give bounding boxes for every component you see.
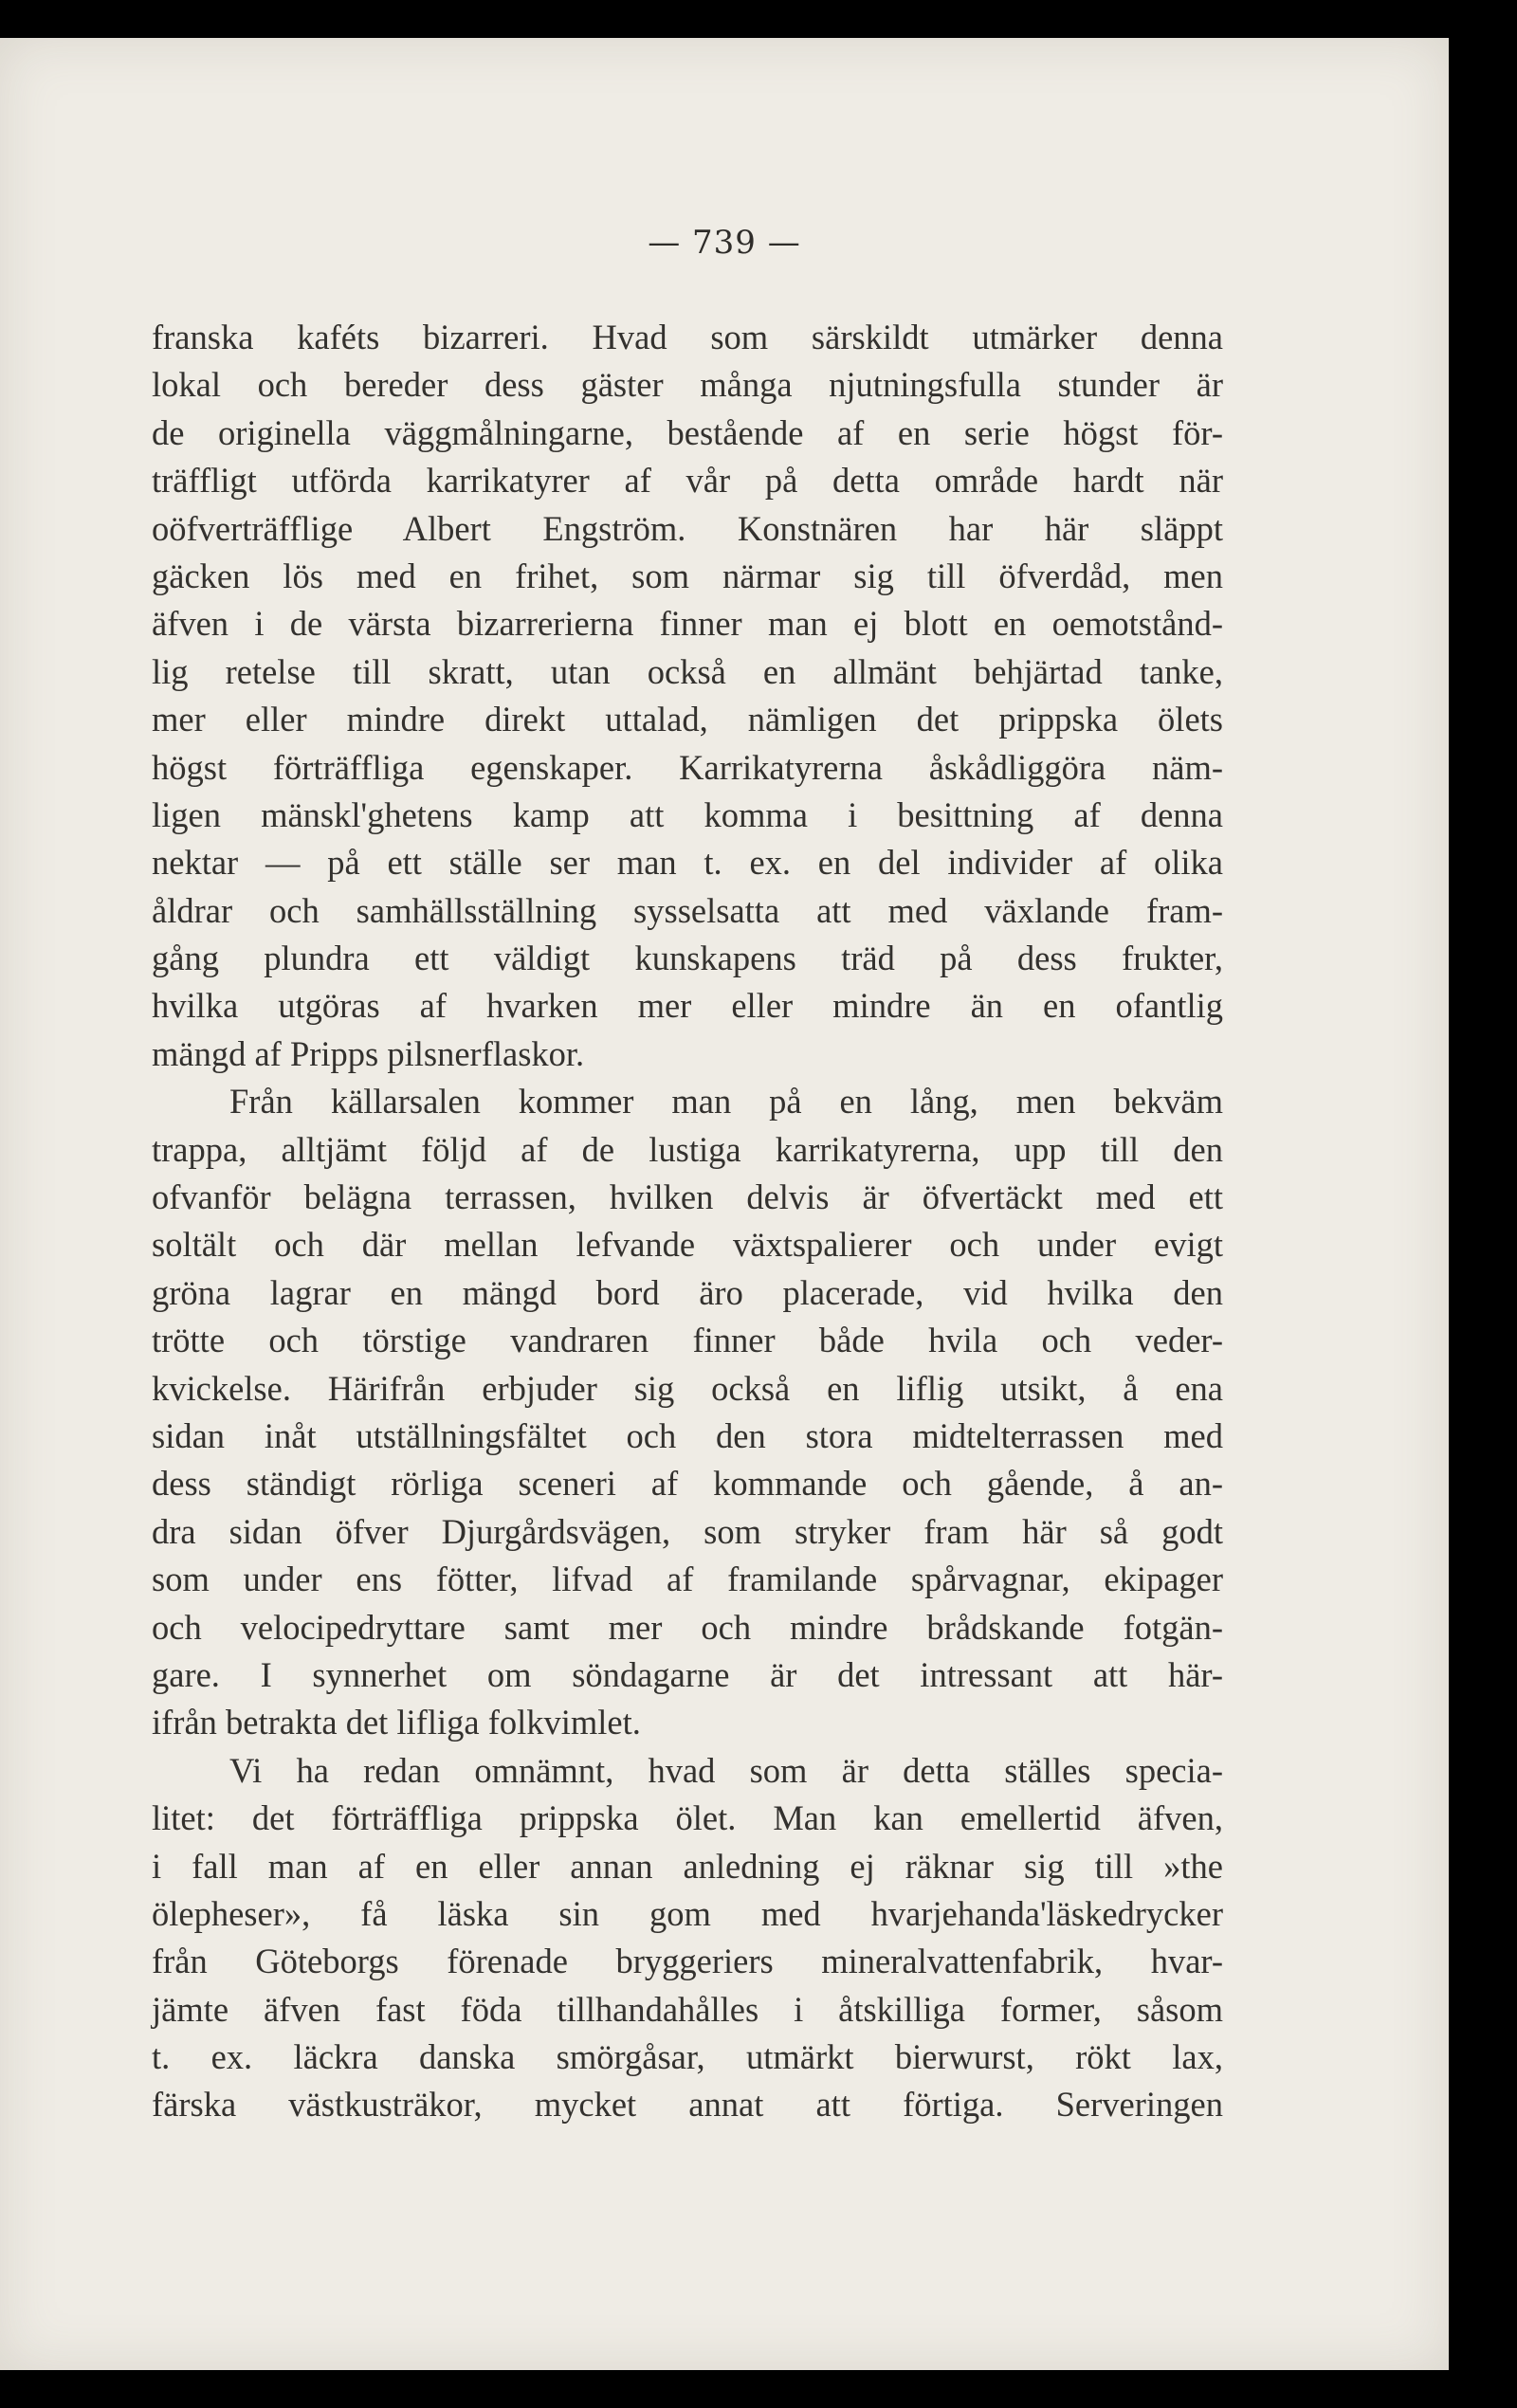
text-line: och velocipedryttare samt mer och mindre brådskande fotgän- (152, 1607, 1223, 1647)
text-line: ligen mänskl'ghetens kamp att komma i besittning af denna (152, 794, 1223, 834)
text-line: gäcken lös med en frihet, som närmar sig till öfverdåd, men (152, 556, 1223, 595)
text-line: hvilka utgöras af hvarken mer eller mindre än en ofantlig (152, 986, 1223, 1026)
text-line: dra sidan öfver Djurgårdsvägen, som stryker fram här så godt (152, 1511, 1223, 1551)
text-line: t. ex. läckra danska smörgåsar, utmärkt bierwurst, rökt lax, (152, 2037, 1223, 2077)
text-line: som under ens fötter, lifvad af framilande spårvagnar, ekipager (152, 1560, 1223, 1599)
text-line: från Göteborgs förenade bryggeriers mineralvattenfabrik, hvar- (152, 1942, 1223, 1981)
text-line: kvickelse. Härifrån erbjuder sig också en liflig utsikt, å ena (152, 1368, 1223, 1408)
text-line: sidan inåt utställningsfältet och den stora midtelterrassen med (152, 1415, 1223, 1455)
text-line: åldrar och samhällsställning sysselsatta att med växlande fram- (152, 890, 1223, 930)
text-line: mer eller mindre direkt uttalad, nämligen det prippska ölets (152, 700, 1223, 739)
text-line: nektar — på ett ställe ser man t. ex. en del individer af olika (152, 843, 1223, 883)
text-line: litet: det förträffliga prippska ölet. Man kan emellertid äfven, (152, 1798, 1223, 1838)
text-line: jämte äfven fast föda tillhandahålles i åtskilliga former, såsom (152, 1989, 1223, 2029)
text-line: franska kaféts bizarreri. Hvad som särskildt utmärker denna (152, 318, 1223, 356)
text-line: gare. I synnerhet om söndagarne är det intressant att här- (152, 1654, 1223, 1694)
text-line: gröna lagrar en mängd bord äro placerade, vid hvilka den (152, 1272, 1223, 1312)
text-line: färska västkusträkor, mycket annat att förtiga. Serveringen (152, 2085, 1223, 2125)
page-number: — 739 — (648, 224, 801, 262)
text-line: oöfverträfflige Albert Engström. Konstnären har här släppt (152, 508, 1223, 548)
text-line: mängd af Pripps pilsnerflaskor. (152, 1033, 585, 1073)
text-line: i fall man af en eller annan anledning ej räknar sig till »the (152, 1846, 1223, 1886)
text-line: lokal och bereder dess gäster många njutningsfulla stunder är (152, 365, 1223, 405)
text-line: trappa, alltjämt följd af de lustiga karrikatyrerna, upp till den (152, 1129, 1223, 1169)
text-line: ofvanför belägna terrassen, hvilken delvis är öfvertäckt med ett (152, 1177, 1223, 1217)
text-line: Vi ha redan omnämnt, hvad som är detta ställes specia- (229, 1750, 1223, 1790)
text-line: högst förträffliga egenskaper. Karrikatyrerna åskådliggöra näm- (152, 747, 1223, 787)
text-line: soltält och där mellan lefvande växtspalierer och under evigt (152, 1225, 1223, 1265)
text-line: äfven i de värsta bizarrerierna finner man ej blott en oemotstånd- (152, 604, 1223, 644)
text-line: Från källarsalen kommer man på en lång, men bekväm (229, 1082, 1223, 1122)
text-line: de originella väggmålningarne, bestående af en serie högst för- (152, 412, 1223, 452)
text-line: lig retelse till skratt, utan också en allmänt behjärtad tanke, (152, 651, 1223, 691)
text-line: träffligt utförda karrikatyrer af vår på detta område hardt när (152, 461, 1223, 501)
book-page (0, 38, 1449, 2370)
text-line: trötte och törstige vandraren finner både hvila och veder- (152, 1321, 1223, 1360)
body-text (152, 314, 1223, 2129)
text-line: dess ständigt rörliga sceneri af kommande och gående, å an- (152, 1464, 1223, 1504)
text-line: gång plundra ett väldigt kunskapens träd på dess frukter, (152, 939, 1223, 978)
text-line: ifrån betrakta det lifliga folkvimlet. (152, 1703, 641, 1742)
text-line: ölepheser», få läska sin gom med hvarjehanda'läskedrycker (152, 1893, 1223, 1933)
